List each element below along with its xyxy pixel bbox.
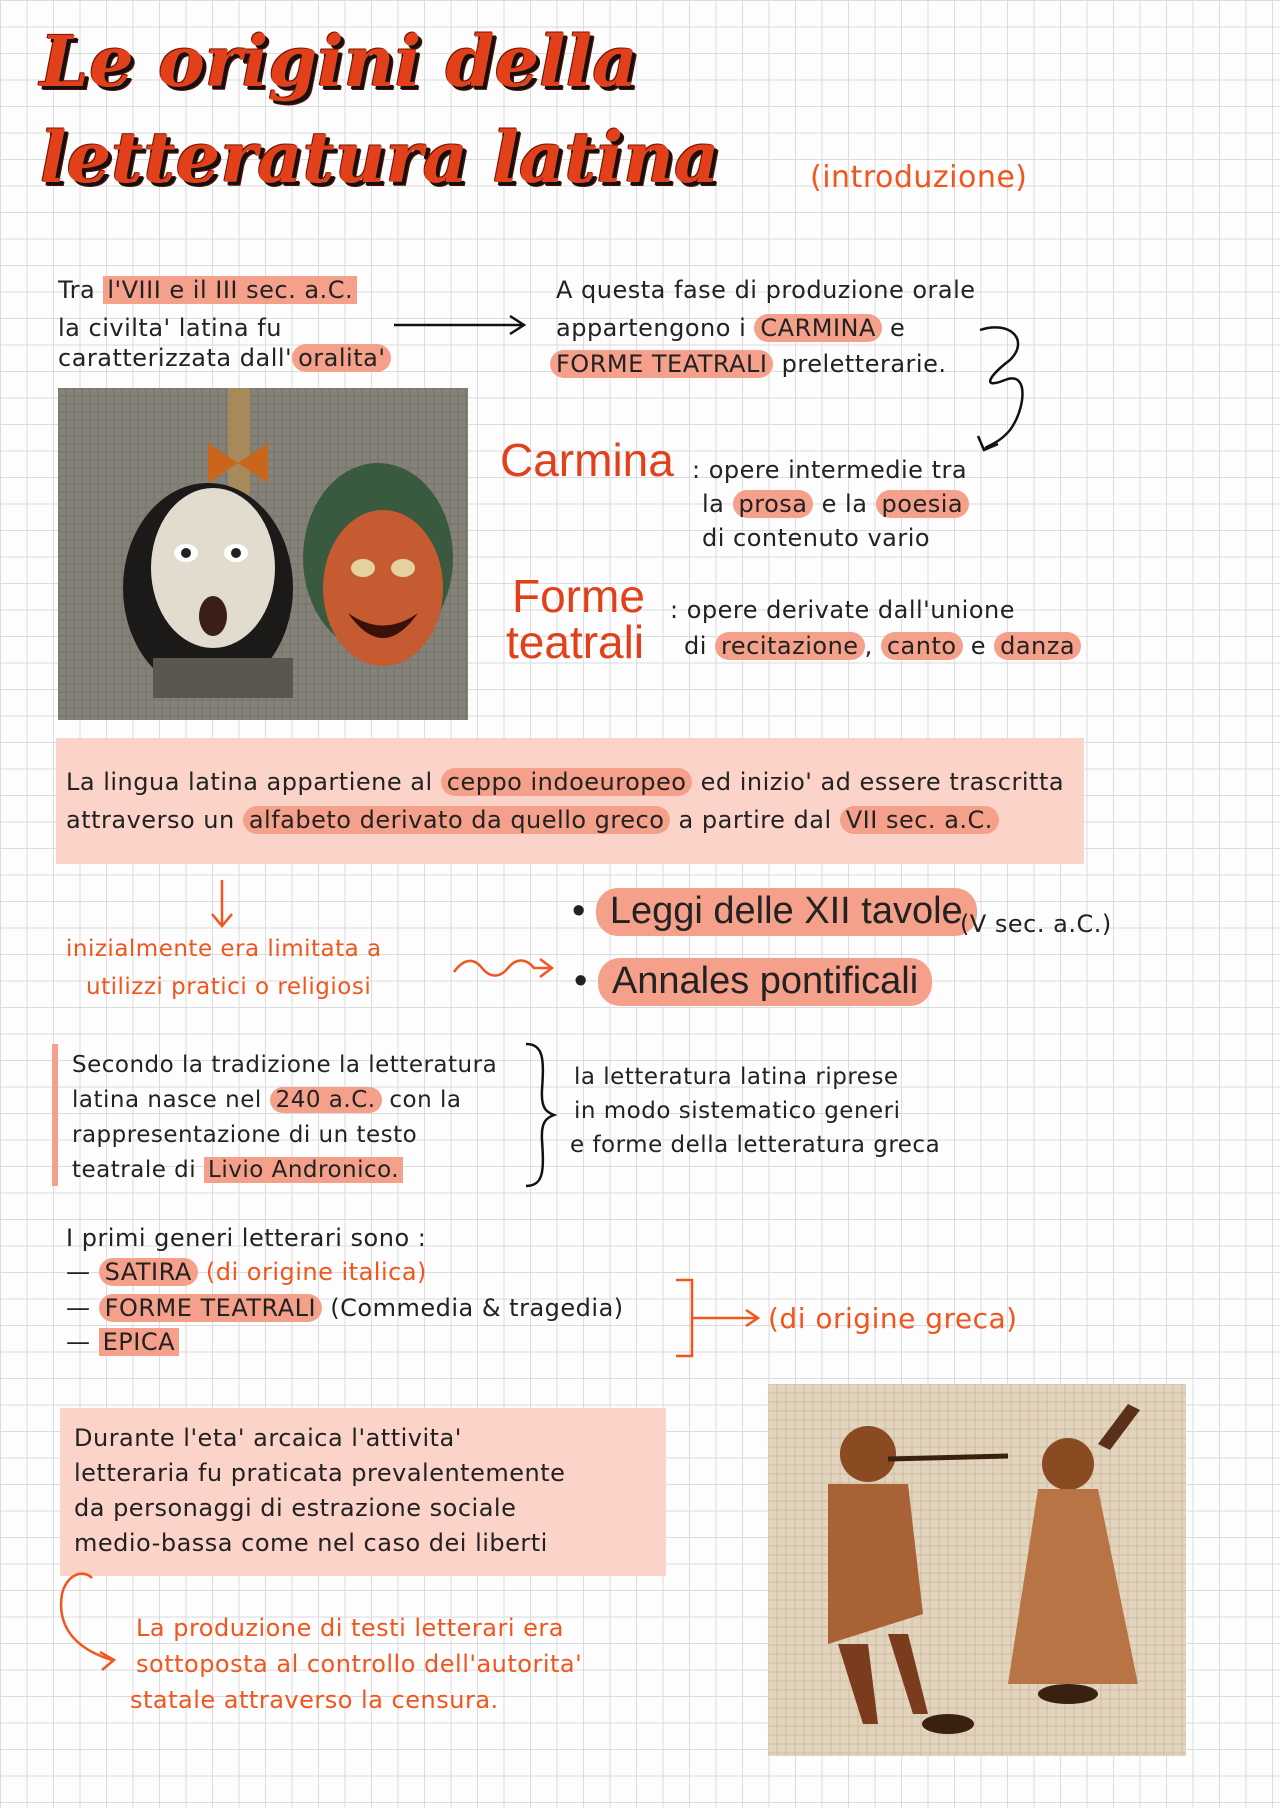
tradizione-right-1: la letteratura latina riprese [574, 1064, 899, 1090]
forme-sep: , [864, 632, 873, 660]
tradizione-right-2: in modo sistematico generi [574, 1098, 901, 1124]
satira-note: (di origine italica) [205, 1258, 427, 1286]
leggi-highlight: Leggi delle XII tavole [596, 888, 977, 936]
tradizione-con-la: con la [389, 1087, 462, 1113]
intro-right-line-1: A questa fase di produzione orale [556, 276, 976, 304]
title-line-1: Le origini della [40, 20, 638, 103]
oralita-highlight: oralita' [292, 344, 391, 372]
genere-satira [66, 1258, 427, 1286]
dash: — [66, 1328, 91, 1356]
livio-andronico-highlight: Livio Andronico. [204, 1157, 403, 1183]
lingua-pre: La lingua latina appartiene al [66, 768, 433, 796]
alfabeto-highlight: alfabeto derivato da quello greco [243, 806, 671, 834]
intro-left-line-3 [58, 344, 391, 372]
forme-line-1: : opere derivate dall'unione [670, 596, 1016, 624]
tradizione-line-1: Secondo la tradizione la letteratura [72, 1052, 498, 1078]
intro-left-line-1 [58, 276, 357, 304]
intro-left-line-2: la civilta' latina fu [58, 314, 282, 342]
poesia-highlight: poesia [876, 490, 970, 518]
intro-right-line-2 [556, 314, 905, 342]
intro-period-highlight: l'VIII e il III sec. a.C. [103, 276, 357, 304]
annales-highlight: Annales pontificali [598, 958, 932, 1006]
dash: — [66, 1294, 91, 1322]
year-240-highlight: 240 a.C. [270, 1087, 382, 1113]
tradizione-line-4 [72, 1157, 403, 1183]
vii-sec-highlight: VII sec. a.C. [840, 806, 999, 834]
tradizione-line-3: rappresentazione di un testo [72, 1122, 418, 1148]
eta-line-4: medio-bassa come nel caso dei liberti [74, 1529, 548, 1557]
musicians-mosaic-image [768, 1384, 1186, 1756]
utilizzi-line-1: inizialmente era limitata a [66, 936, 382, 962]
censura-line-2: sottoposta al controllo dell'autorita' [136, 1650, 583, 1678]
bullet-leggi [572, 890, 977, 933]
lingua-post: ed inizio' ad essere trascritta [700, 768, 1065, 796]
bracket-arrow-icon [672, 1276, 772, 1360]
bullet-dot-icon: • [574, 960, 588, 1002]
carmina-mid: e la [821, 490, 868, 518]
forme-teatrali-genre-highlight: FORME TEATRALI [99, 1294, 322, 1322]
masks-mosaic-icon [58, 388, 468, 720]
forme-di: di [684, 632, 707, 660]
intro-right-post: preletterarie. [781, 350, 947, 378]
lingua-box [56, 738, 1084, 864]
recitazione-highlight: recitazione [715, 632, 865, 660]
carmina-line-1: : opere intermedie tra [692, 456, 968, 484]
lingua-line2-pre: attraverso un [66, 806, 235, 834]
lingua-line2-mid: a partire dal [678, 806, 832, 834]
danza-highlight: danza [994, 632, 1081, 660]
tradizione-nasce: latina nasce nel [72, 1087, 262, 1113]
epica-highlight: EPICA [99, 1328, 179, 1356]
intro-line3-pre: caratterizzata dall' [58, 344, 293, 372]
generi-heading: I primi generi letterari sono : [66, 1224, 427, 1252]
lingua-line-1 [66, 768, 1064, 796]
title-line-2: letteratura latina [40, 116, 720, 199]
forme-teatrali-note: (Commedia & tragedia) [330, 1294, 624, 1322]
leggi-note: (V sec. a.C.) [960, 910, 1112, 938]
forme-term-2: teatrali [506, 616, 645, 668]
canto-highlight: canto [881, 632, 963, 660]
curly-brace-icon [520, 1040, 560, 1190]
carmina-highlight: CARMINA [754, 314, 882, 342]
censura-line-1: La produzione di testi letterari era [136, 1614, 564, 1642]
genere-forme-teatrali [66, 1294, 624, 1322]
ceppo-highlight: ceppo indoeuropeo [441, 768, 693, 796]
satira-highlight: SATIRA [99, 1258, 198, 1286]
squiggle-arrow-icon [450, 950, 560, 986]
utilizzi-line-2: utilizzi pratici o religiosi [86, 974, 372, 1000]
genere-epica [66, 1328, 179, 1356]
prosa-highlight: prosa [733, 490, 814, 518]
intro-right-and: e [890, 314, 906, 342]
theatre-masks-mosaic-image [58, 388, 468, 720]
intro-right-line-3 [550, 350, 947, 378]
carmina-line-2 [702, 490, 969, 518]
dash: — [66, 1258, 91, 1286]
curved-arrow-icon [52, 1568, 132, 1678]
censura-line-3: statale attraverso la censura. [130, 1686, 499, 1714]
eta-line-1: Durante l'eta' arcaica l'attivita' [74, 1424, 462, 1452]
greek-origin-note: (di origine greca) [768, 1302, 1018, 1335]
tradizione-teatrale-di: teatrale di [72, 1157, 197, 1183]
forme-teatrali-highlight: FORME TEATRALI [550, 350, 773, 378]
forme-line-2 [684, 632, 1081, 660]
forme-e: e [970, 632, 986, 660]
carmina-line-3: di contenuto vario [702, 524, 931, 552]
forme-term-1: Forme [512, 570, 645, 622]
tradizione-bar [52, 1044, 58, 1186]
lingua-line-2 [66, 806, 999, 834]
intro-right-pre: appartengono i [556, 314, 747, 342]
tradizione-line-2 [72, 1087, 461, 1113]
arrow-down-icon [202, 878, 242, 930]
eta-line-2: letteraria fu praticata prevalentemente [74, 1459, 566, 1487]
musicians-mosaic-icon [768, 1384, 1186, 1756]
eta-line-3: da personaggi di estrazione sociale [74, 1494, 517, 1522]
carmina-la: la [702, 490, 725, 518]
intro-pre: Tra [58, 276, 96, 304]
arrow-right-icon [392, 310, 532, 340]
subtitle: (introduzione) [810, 160, 1028, 195]
curly-arrow-icon [970, 320, 1040, 460]
bullet-dot-icon: • [572, 890, 586, 932]
bullet-annales [574, 960, 932, 1003]
tradizione-right-3: e forme della letteratura greca [570, 1132, 941, 1158]
carmina-term: Carmina [500, 434, 674, 486]
